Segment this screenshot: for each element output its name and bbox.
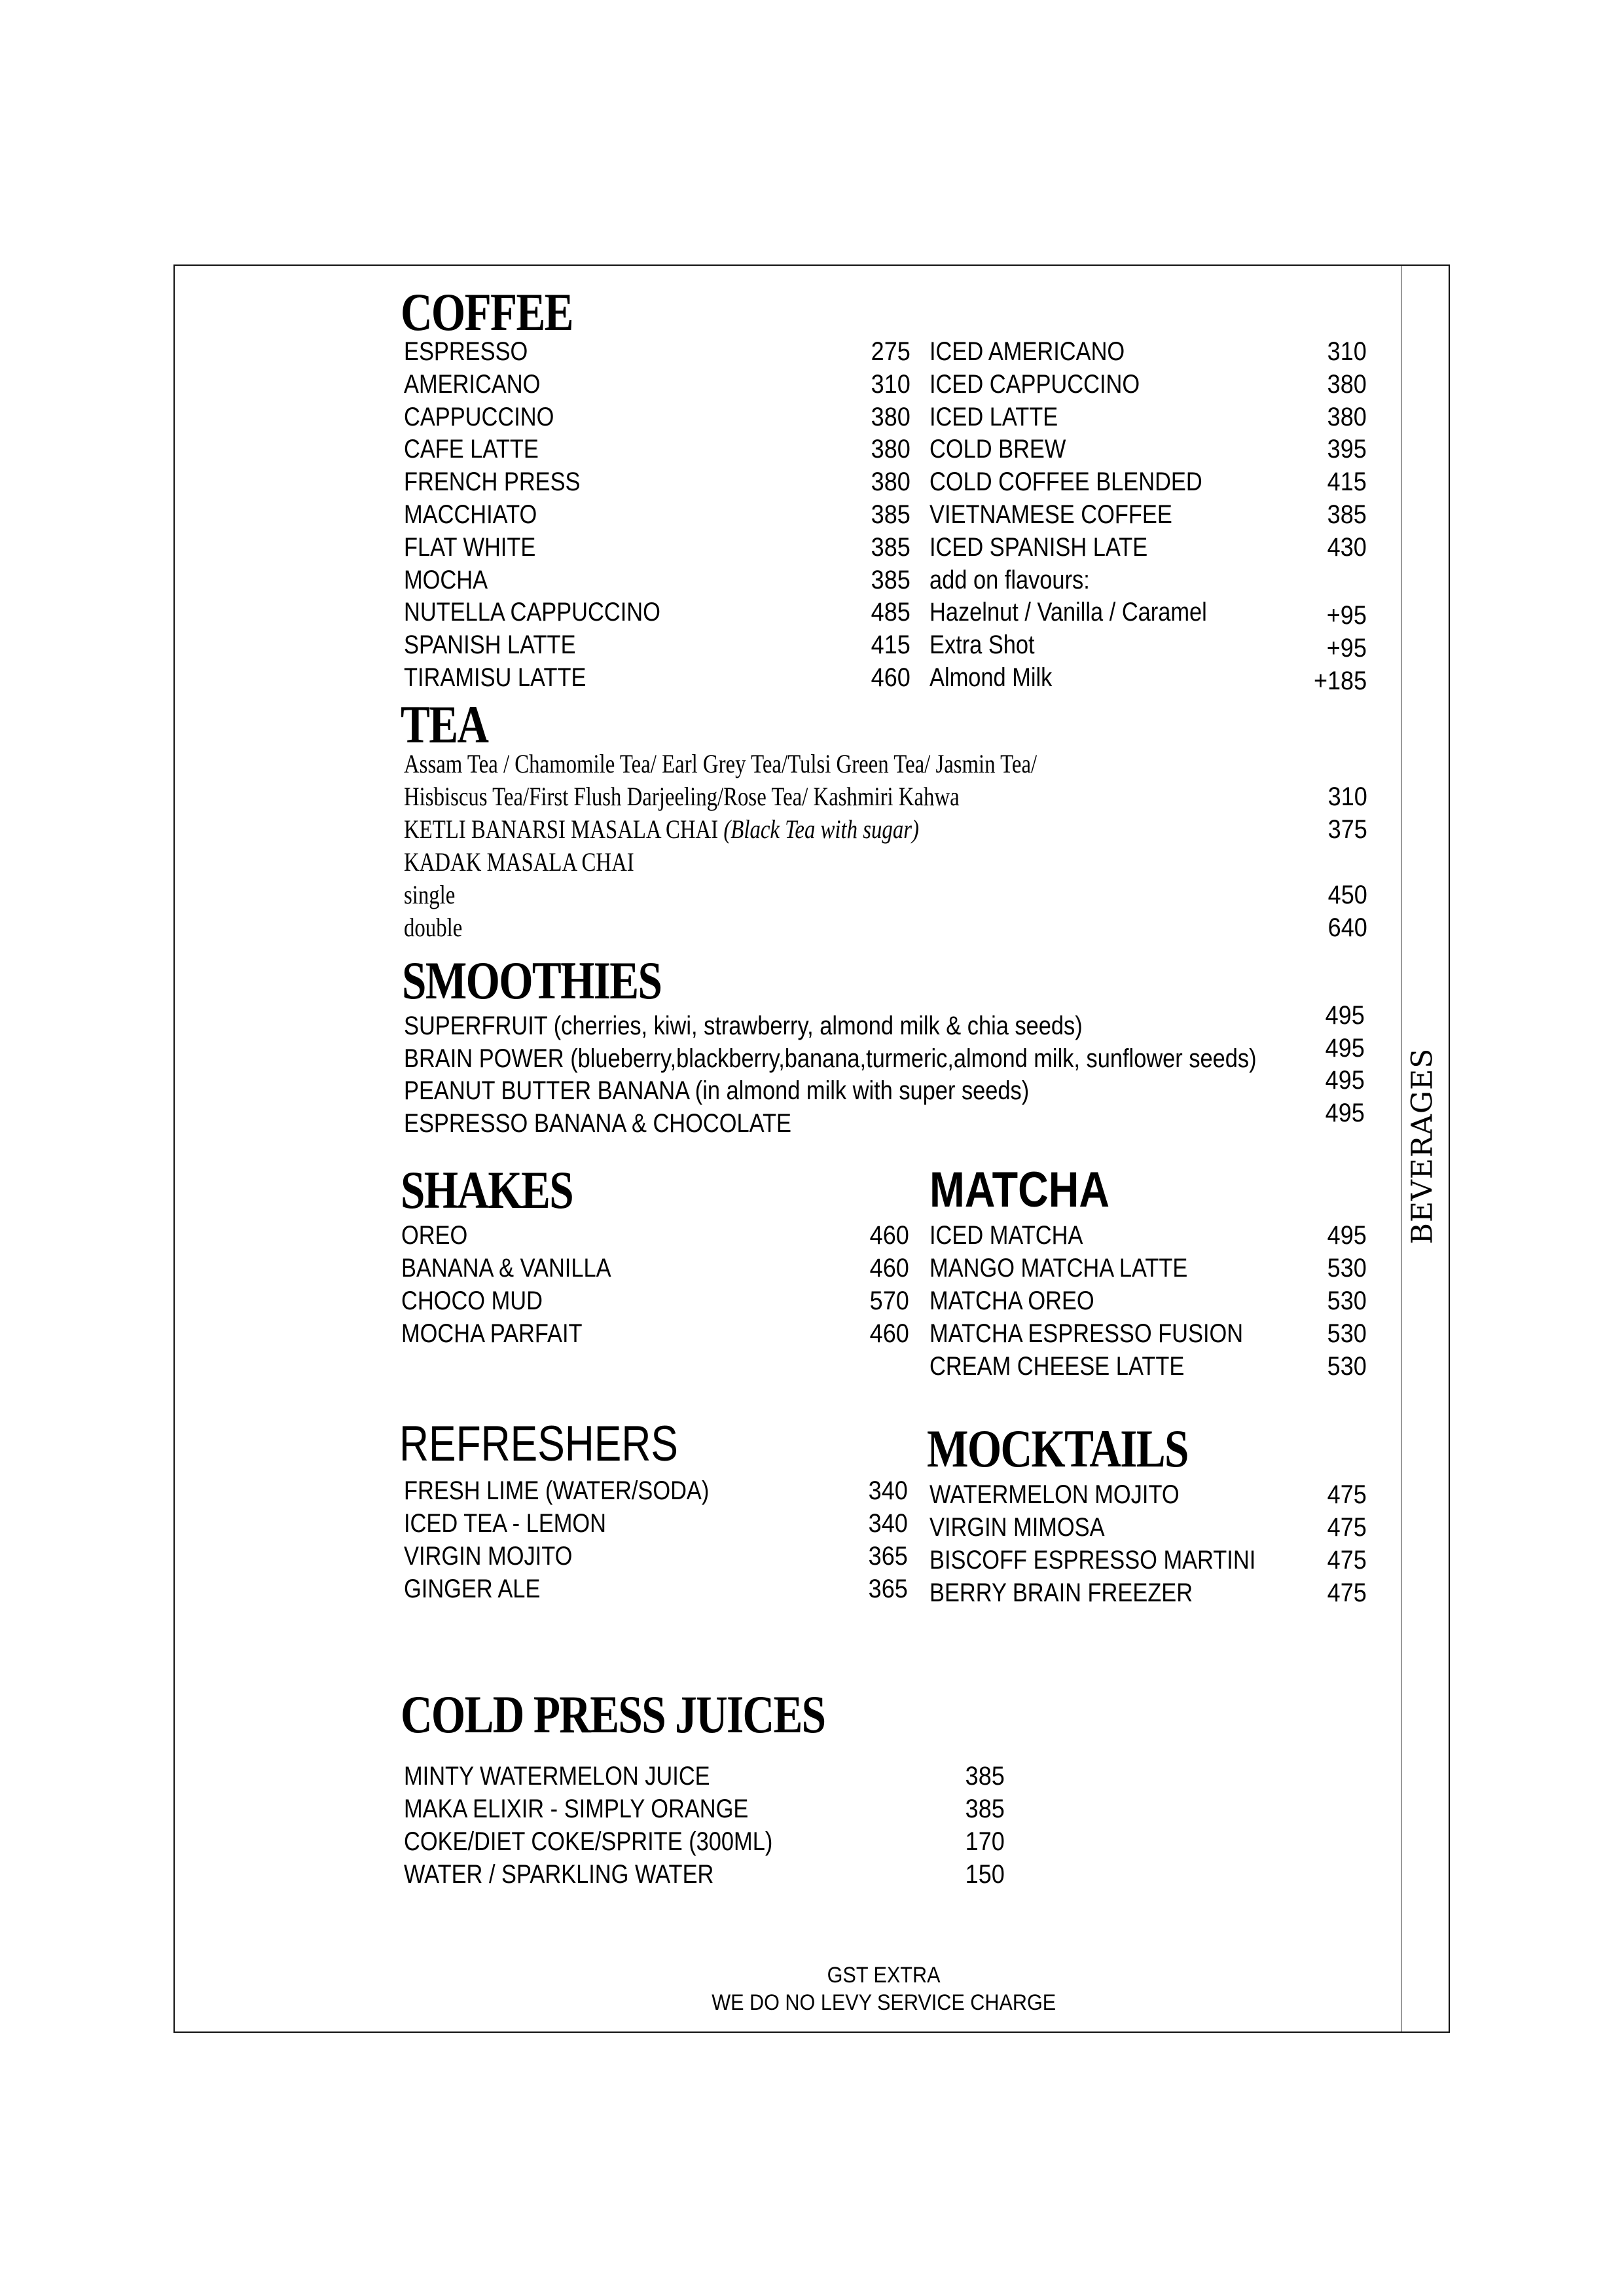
- item-name: [404, 1573, 540, 1605]
- item-name: [404, 1107, 791, 1140]
- menu-item: [404, 596, 911, 629]
- item-price: 310: [1327, 337, 1367, 366]
- footer-gst: [655, 1961, 1113, 1989]
- item-name-text: WATERMELON MOJITO: [929, 1480, 1180, 1509]
- item-name-text: CAFE LATTE: [404, 435, 539, 464]
- item-name: [404, 661, 586, 694]
- item-name: [404, 335, 528, 368]
- item-name: [401, 1252, 611, 1285]
- item-name-text: NUTELLA CAPPUCCINO: [404, 598, 660, 627]
- item-name: [404, 629, 576, 661]
- menu-item: [404, 879, 1367, 911]
- item-name: [404, 498, 537, 531]
- item-name-text: KETLI BANARSI MASALA CHAI: [404, 814, 724, 844]
- item-name-text: MINTY WATERMELON JUICE: [404, 1762, 710, 1791]
- menu-item: [404, 531, 911, 564]
- item-price: 395: [1327, 435, 1367, 464]
- item-name-text: VIRGIN MIMOSA: [929, 1513, 1105, 1542]
- footer-service: [655, 1989, 1113, 2016]
- item-name-text: Hisbiscus Tea/First Flush Darjeeling/Rose Tea/ Kashmiri Kahwa: [404, 782, 960, 811]
- item-price: 475: [1327, 1513, 1367, 1542]
- item-name-text: ICED CAPPUCCINO: [929, 369, 1140, 399]
- item-name: [929, 1511, 1105, 1544]
- side-divider: [1401, 266, 1402, 2032]
- menu-item: [404, 401, 911, 433]
- menu-item: [404, 1540, 908, 1573]
- side-label: [1403, 956, 1442, 1336]
- item-price: 415: [1327, 467, 1367, 497]
- item-price: 380: [871, 467, 911, 497]
- item-price: 365: [868, 1575, 908, 1603]
- menu-item: [929, 401, 1367, 433]
- menu-item: [404, 911, 1367, 944]
- menu-item: [404, 813, 1367, 846]
- item-name: [929, 368, 1140, 401]
- item-name: [404, 1793, 748, 1825]
- item-price: 460: [869, 1319, 909, 1348]
- item-name-text: add on flavours:: [929, 565, 1090, 594]
- item-name: [929, 335, 1125, 368]
- item-price: 495: [1325, 1033, 1365, 1063]
- menu-item: [404, 498, 911, 531]
- tea-heading: TEA: [401, 695, 488, 754]
- item-name-text: COLD COFFEE BLENDED: [929, 467, 1202, 497]
- item-price: 170: [965, 1827, 1005, 1856]
- item-name-text: Almond Milk: [929, 663, 1053, 692]
- item-name-text: COKE/DIET COKE/SPRITE (300ML): [404, 1827, 773, 1856]
- item-price: 310: [1327, 782, 1367, 811]
- item-name: [404, 846, 634, 879]
- item-price: 340: [868, 1476, 908, 1505]
- item-name: [404, 1042, 1257, 1075]
- item-name-text: CREAM CHEESE LATTE: [929, 1352, 1185, 1381]
- menu-item: [929, 564, 1367, 596]
- menu-item: [404, 1098, 1365, 1140]
- menu-item: [404, 368, 911, 401]
- item-price: 640: [1327, 913, 1367, 942]
- menu-item: [929, 1219, 1367, 1252]
- item-name-text: OREO: [401, 1221, 468, 1250]
- coffee-heading: COFFEE: [401, 282, 573, 342]
- item-price: 495: [1325, 1066, 1365, 1095]
- shakes-heading: SHAKES: [401, 1160, 573, 1220]
- menu-item: [404, 748, 1367, 780]
- item-price: 385: [1327, 500, 1367, 529]
- item-name-text: ICED SPANISH LATE: [929, 532, 1148, 562]
- item-price: +95: [1326, 601, 1367, 630]
- item-name-text: GINGER ALE: [404, 1575, 541, 1603]
- menu-item: [404, 846, 1367, 879]
- item-price: 495: [1327, 1221, 1367, 1250]
- item-price: 530: [1327, 1352, 1367, 1381]
- item-name-text: Extra Shot: [929, 630, 1035, 660]
- item-name-text: CHOCO MUD: [401, 1286, 543, 1315]
- item-price: 460: [869, 1254, 909, 1283]
- menu-item: [404, 1760, 1005, 1793]
- item-name: [929, 433, 1066, 465]
- menu-item: [929, 1576, 1367, 1609]
- item-price: 150: [965, 1860, 1005, 1889]
- menu-item: [929, 596, 1367, 629]
- item-name: [929, 1252, 1187, 1285]
- item-name-text: ESPRESSO BANANA & CHOCOLATE: [404, 1108, 791, 1138]
- item-name: [929, 1576, 1193, 1609]
- matcha-heading: MATCHA: [929, 1162, 1110, 1218]
- item-name: [404, 1540, 572, 1573]
- item-name-text: AMERICANO: [404, 369, 541, 399]
- menu-item: [929, 498, 1367, 531]
- menu-item: [404, 1507, 908, 1540]
- item-note: (Black Tea with sugar): [723, 814, 919, 844]
- item-name: [404, 1507, 606, 1540]
- menu-item: [929, 1317, 1367, 1350]
- item-name-text: CAPPUCCINO: [404, 402, 554, 431]
- menu-item: [929, 1285, 1367, 1317]
- menu-item: [404, 1474, 908, 1507]
- menu-item: [404, 1001, 1365, 1042]
- item-price: 495: [1325, 1098, 1365, 1127]
- item-name: [404, 531, 535, 564]
- menu-item: [929, 1544, 1367, 1576]
- item-price: 430: [1327, 532, 1367, 562]
- menu-item: [404, 1825, 1005, 1858]
- item-name-text: ICED TEA - LEMON: [404, 1509, 607, 1538]
- item-price: 475: [1327, 1480, 1367, 1509]
- item-price: 380: [1327, 402, 1367, 431]
- item-name-text: MOCHA PARFAIT: [401, 1319, 583, 1348]
- menu-item: [404, 1033, 1365, 1075]
- item-name: [929, 596, 1207, 629]
- item-name-text: BISCOFF ESPRESSO MARTINI: [929, 1546, 1256, 1575]
- item-price: 365: [868, 1542, 908, 1571]
- item-name: [929, 661, 1052, 694]
- item-name: [401, 1219, 467, 1252]
- item-price: 460: [869, 1221, 909, 1250]
- menu-item: [401, 1252, 909, 1285]
- item-name: [404, 879, 455, 911]
- item-name-text: VIETNAMESE COFFEE: [929, 500, 1172, 529]
- item-price: 475: [1327, 1546, 1367, 1575]
- item-name: [404, 1010, 1083, 1042]
- item-price: 460: [871, 663, 911, 692]
- item-name-text: VIRGIN MOJITO: [404, 1542, 573, 1571]
- smoothies-heading: SMOOTHIES: [402, 951, 662, 1010]
- menu-item: [929, 661, 1367, 694]
- item-name: [404, 564, 488, 596]
- item-price: 530: [1327, 1319, 1367, 1348]
- item-name-text: MATCHA ESPRESSO FUSION: [929, 1319, 1244, 1348]
- item-name: [404, 433, 539, 465]
- item-name-text: MACCHIATO: [404, 500, 537, 529]
- item-name: [401, 1317, 583, 1350]
- item-price: 275: [871, 337, 911, 366]
- service-charge-note: WE DO NO LEVY SERVICE CHARGE: [711, 1990, 1056, 2015]
- item-name-text: MOCHA: [404, 565, 488, 594]
- menu-item: [404, 465, 911, 498]
- item-name: [929, 1544, 1255, 1576]
- item-name: [404, 465, 581, 498]
- menu-item: [929, 1511, 1367, 1544]
- item-name-text: Hazelnut / Vanilla / Caramel: [929, 598, 1207, 627]
- item-name-text: BANANA & VANILLA: [401, 1254, 611, 1283]
- menu-item: [929, 1252, 1367, 1285]
- item-name-text: BERRY BRAIN FREEZER: [929, 1578, 1193, 1607]
- refreshers-heading: REFRESHERS: [399, 1416, 678, 1472]
- item-price: 570: [869, 1286, 909, 1315]
- item-name-text: Assam Tea / Chamomile Tea/ Earl Grey Tea/Tulsi Green Tea/ Jasmin Tea/: [404, 749, 1038, 778]
- item-name: [401, 1285, 543, 1317]
- menu-item: [404, 629, 911, 661]
- mocktails-heading: MOCKTAILS: [927, 1419, 1188, 1478]
- item-name: [404, 780, 960, 813]
- item-name: [929, 1219, 1083, 1252]
- item-name: [404, 1760, 710, 1793]
- menu-item: [401, 1219, 909, 1252]
- item-name: [929, 1317, 1243, 1350]
- item-name: [404, 1825, 772, 1858]
- item-name-text: COLD BREW: [929, 435, 1066, 464]
- item-name-text: double: [404, 913, 463, 942]
- item-name: [929, 1350, 1184, 1383]
- cold-press-heading: COLD PRESS JUICES: [401, 1685, 825, 1744]
- item-name: [404, 911, 462, 944]
- item-price: 485: [871, 598, 911, 627]
- item-name-text: BRAIN POWER (blueberry,blackberry,banana,turmeric,almond milk, sunflower seeds): [404, 1044, 1257, 1073]
- item-price: +185: [1313, 666, 1367, 695]
- item-name: [404, 401, 554, 433]
- item-name: [929, 629, 1035, 661]
- item-price: 380: [871, 402, 911, 431]
- item-name-text: ICED MATCHA: [929, 1221, 1083, 1250]
- item-name-text: ICED LATTE: [929, 402, 1058, 431]
- item-name-text: FRESH LIME (WATER/SODA): [404, 1476, 710, 1505]
- item-name: [929, 1478, 1180, 1511]
- item-price: 530: [1327, 1286, 1367, 1315]
- item-name: [929, 401, 1058, 433]
- menu-item: [929, 465, 1367, 498]
- item-name-text: single: [404, 880, 456, 909]
- item-name-text: TIRAMISU LATTE: [404, 663, 586, 692]
- item-name-text: MATCHA OREO: [929, 1286, 1094, 1315]
- item-name: [929, 498, 1172, 531]
- menu-item: [404, 661, 911, 694]
- menu-item: [404, 1573, 908, 1605]
- menu-item: [929, 531, 1367, 564]
- item-name-text: MAKA ELIXIR - SIMPLY ORANGE: [404, 1795, 749, 1823]
- gst-note: GST EXTRA: [827, 1963, 941, 1988]
- item-name: [404, 368, 540, 401]
- item-name: [929, 531, 1147, 564]
- item-name: [404, 1474, 709, 1507]
- item-name-text: ESPRESSO: [404, 337, 528, 366]
- menu-item: [929, 433, 1367, 465]
- item-price: 375: [1327, 815, 1367, 844]
- item-name-text: FRENCH PRESS: [404, 467, 581, 497]
- item-name: [404, 1858, 713, 1891]
- item-name-text: WATER / SPARKLING WATER: [404, 1860, 714, 1889]
- menu-item: [404, 335, 911, 368]
- menu-item: [929, 368, 1367, 401]
- item-price: 415: [871, 630, 911, 660]
- item-price: 310: [871, 369, 911, 399]
- item-name-text: MANGO MATCHA LATTE: [929, 1254, 1188, 1283]
- menu-item: [404, 433, 911, 465]
- menu-item: [404, 1793, 1005, 1825]
- item-price: 385: [965, 1795, 1005, 1823]
- item-price: 385: [871, 565, 911, 594]
- item-name: [404, 596, 660, 629]
- item-name: [404, 813, 919, 846]
- item-price: 385: [871, 500, 911, 529]
- item-price: 385: [965, 1762, 1005, 1791]
- item-name-text: SPANISH LATTE: [404, 630, 576, 660]
- item-price: 530: [1327, 1254, 1367, 1283]
- item-price: 495: [1325, 1001, 1365, 1030]
- item-price: 450: [1327, 881, 1367, 909]
- menu-item: [929, 1478, 1367, 1511]
- item-name: [929, 564, 1090, 596]
- item-price: 380: [871, 435, 911, 464]
- item-price: +95: [1326, 634, 1367, 663]
- menu-item: [404, 564, 911, 596]
- item-name-text: PEANUT BUTTER BANANA (in almond milk with super seeds): [404, 1076, 1030, 1105]
- item-name: [929, 1285, 1094, 1317]
- menu-item: [929, 335, 1367, 368]
- menu-item: [404, 780, 1367, 813]
- item-name: [404, 748, 1037, 780]
- menu-item: [401, 1285, 909, 1317]
- item-name: [929, 465, 1202, 498]
- item-price: 380: [1327, 369, 1367, 399]
- item-price: 475: [1327, 1578, 1367, 1607]
- item-name: [404, 1074, 1029, 1107]
- menu-item: [401, 1317, 909, 1350]
- menu-item: [404, 1066, 1365, 1107]
- menu-item: [404, 1858, 1005, 1891]
- item-name-text: FLAT WHITE: [404, 532, 536, 562]
- item-price: 385: [871, 532, 911, 562]
- item-name-text: KADAK MASALA CHAI: [404, 847, 634, 877]
- item-name-text: SUPERFRUIT (cherries, kiwi, strawberry, almond milk & chia seeds): [404, 1011, 1083, 1040]
- menu-item: [929, 1350, 1367, 1383]
- menu-item: [929, 629, 1367, 661]
- item-name-text: ICED AMERICANO: [929, 337, 1125, 366]
- beverages-label: BEVERAGES: [1405, 1048, 1439, 1244]
- item-price: 340: [868, 1509, 908, 1538]
